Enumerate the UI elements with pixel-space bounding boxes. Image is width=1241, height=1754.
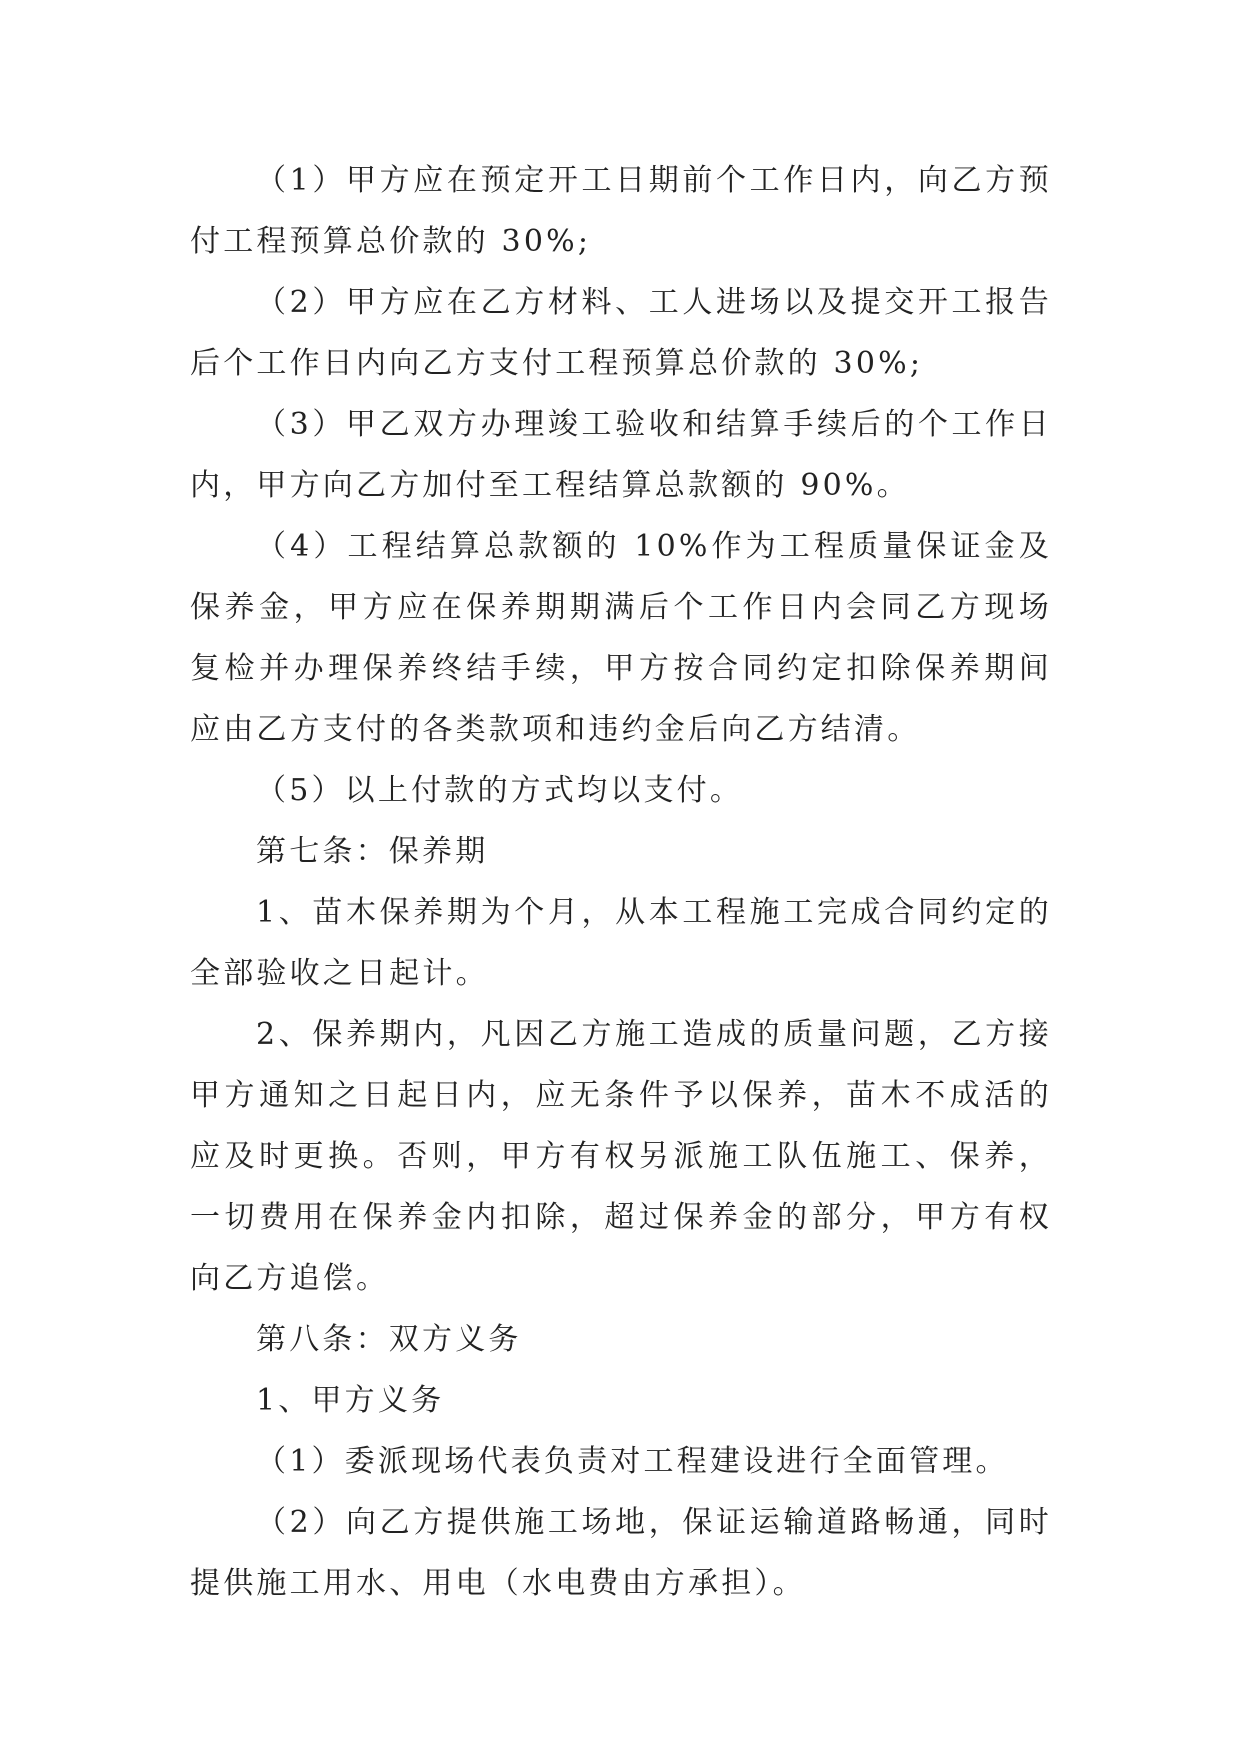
paragraph-duty-2: （2）向乙方提供施工场地，保证运输道路畅通，同时提供施工用水、用电（水电费由方承担）。 (190, 1505, 1052, 1601)
section-heading-article-8: 第八条：双方义务 (256, 1322, 522, 1357)
paragraph-payment-4: （4）工程结算总款额的 10%作为工程质量保证金及保养金，甲方应在保养期期满后个工作日内会同乙方现场复检并办理保养终结手续，甲方按合同约定扣除保养期间应由乙方支付的各类款项和违约金后向乙方结清。 (190, 529, 1052, 747)
document-body (190, 150, 1052, 1614)
paragraph-maintenance-2: 2、保养期内，凡因乙方施工造成的质量问题，乙方接甲方通知之日起日内，应无条件予以保养，苗木不成活的应及时更换。否则，甲方有权另派施工队伍施工、保养，一切费用在保养金内扣除，超过保养金的部分，甲方有权向乙方追偿。 (190, 1017, 1052, 1296)
section-heading-article-7: 第七条：保养期 (256, 834, 489, 869)
paragraph-payment-3: （3）甲乙双方办理竣工验收和结算手续后的个工作日内，甲方向乙方加付至工程结算总款额的 90%。 (190, 407, 1052, 503)
paragraph-payment-1: （1）甲方应在预定开工日期前个工作日内，向乙方预付工程预算总价款的 30%; (190, 163, 1052, 259)
paragraph-payment-2: （2）甲方应在乙方材料、工人进场以及提交开工报告后个工作日内向乙方支付工程预算总价款的 30%; (190, 285, 1052, 381)
paragraph-maintenance-1: 1、苗木保养期为个月，从本工程施工完成合同约定的全部验收之日起计。 (190, 895, 1052, 991)
paragraph-payment-5: （5）以上付款的方式均以支付。 (256, 773, 744, 808)
subheading-party-a-duties: 1、甲方义务 (256, 1383, 445, 1418)
paragraph-duty-1: （1）委派现场代表负责对工程建设进行全面管理。 (256, 1444, 1009, 1479)
